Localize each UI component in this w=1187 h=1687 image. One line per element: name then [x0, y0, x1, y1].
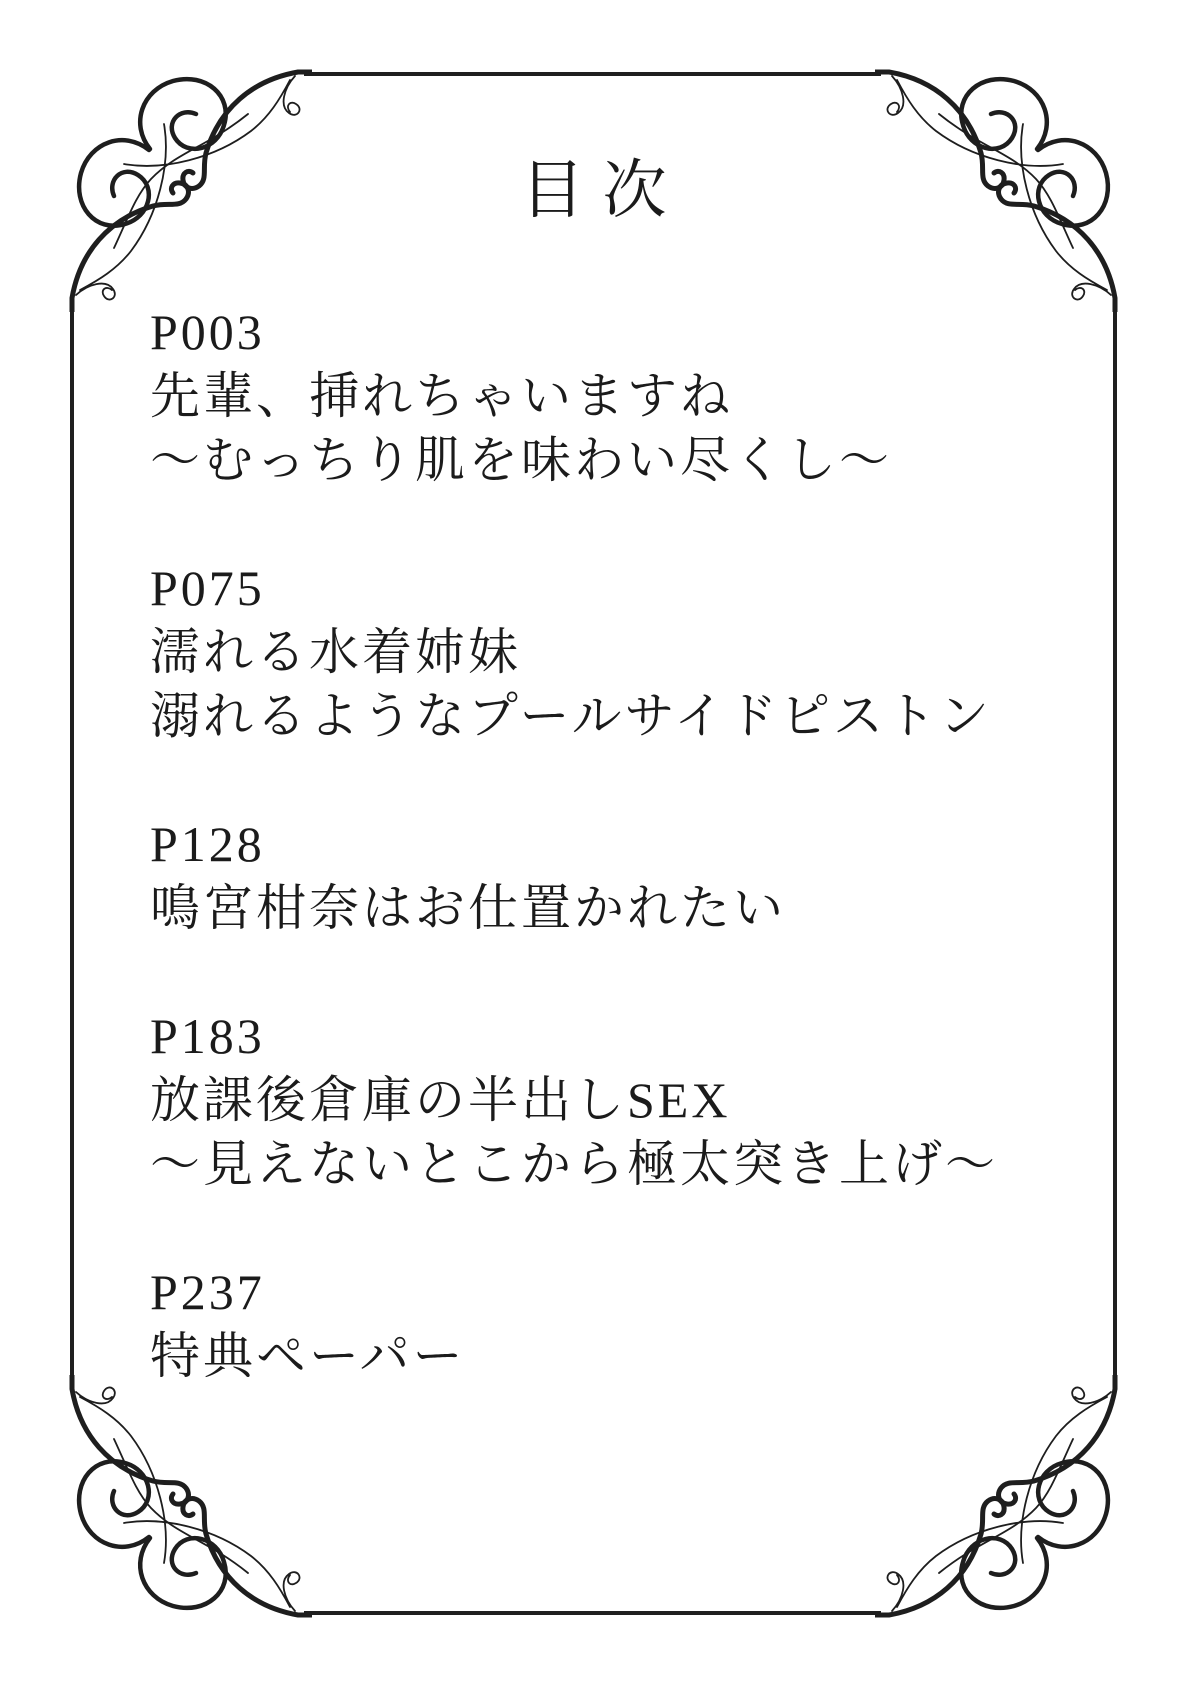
toc-entry — [150, 556, 998, 748]
entry-title-line: 先輩、挿れちゃいますね — [150, 368, 733, 424]
toc-entry — [150, 300, 998, 492]
entry-title-line: 特典ペーパー — [150, 1328, 466, 1384]
toc-entry — [150, 1260, 998, 1388]
page-title: 目次 — [520, 155, 685, 226]
entry-subtitle-line: ～むっちり肌を味わい尽くし～ — [150, 432, 892, 488]
entry-subtitle-line: ～見えないとこから極太突き上げ～ — [150, 1136, 998, 1192]
entry-title-line: 放課後倉庫の半出しSEX — [150, 1072, 731, 1128]
frame-border-right — [1113, 304, 1117, 1377]
entry-page-number: P075 — [150, 560, 265, 616]
entry-title-line: 鳴宮柑奈はお仕置かれたい — [150, 880, 786, 936]
entry-page-number: P237 — [150, 1264, 265, 1320]
entry-title-line: 濡れる水着姉妹 — [150, 624, 521, 680]
toc-entry — [150, 812, 998, 940]
entry-page-number: P183 — [150, 1008, 265, 1064]
entry-page-number: P128 — [150, 816, 265, 872]
frame-border-left — [70, 304, 74, 1377]
entry-subtitle-line: 溺れるようなプールサイドピストン — [150, 688, 992, 744]
frame-border-bottom — [304, 1611, 881, 1615]
entry-page-number: P003 — [150, 304, 265, 360]
toc-entry — [150, 1004, 998, 1196]
toc-list — [150, 300, 998, 1452]
frame-border-top — [304, 72, 881, 76]
